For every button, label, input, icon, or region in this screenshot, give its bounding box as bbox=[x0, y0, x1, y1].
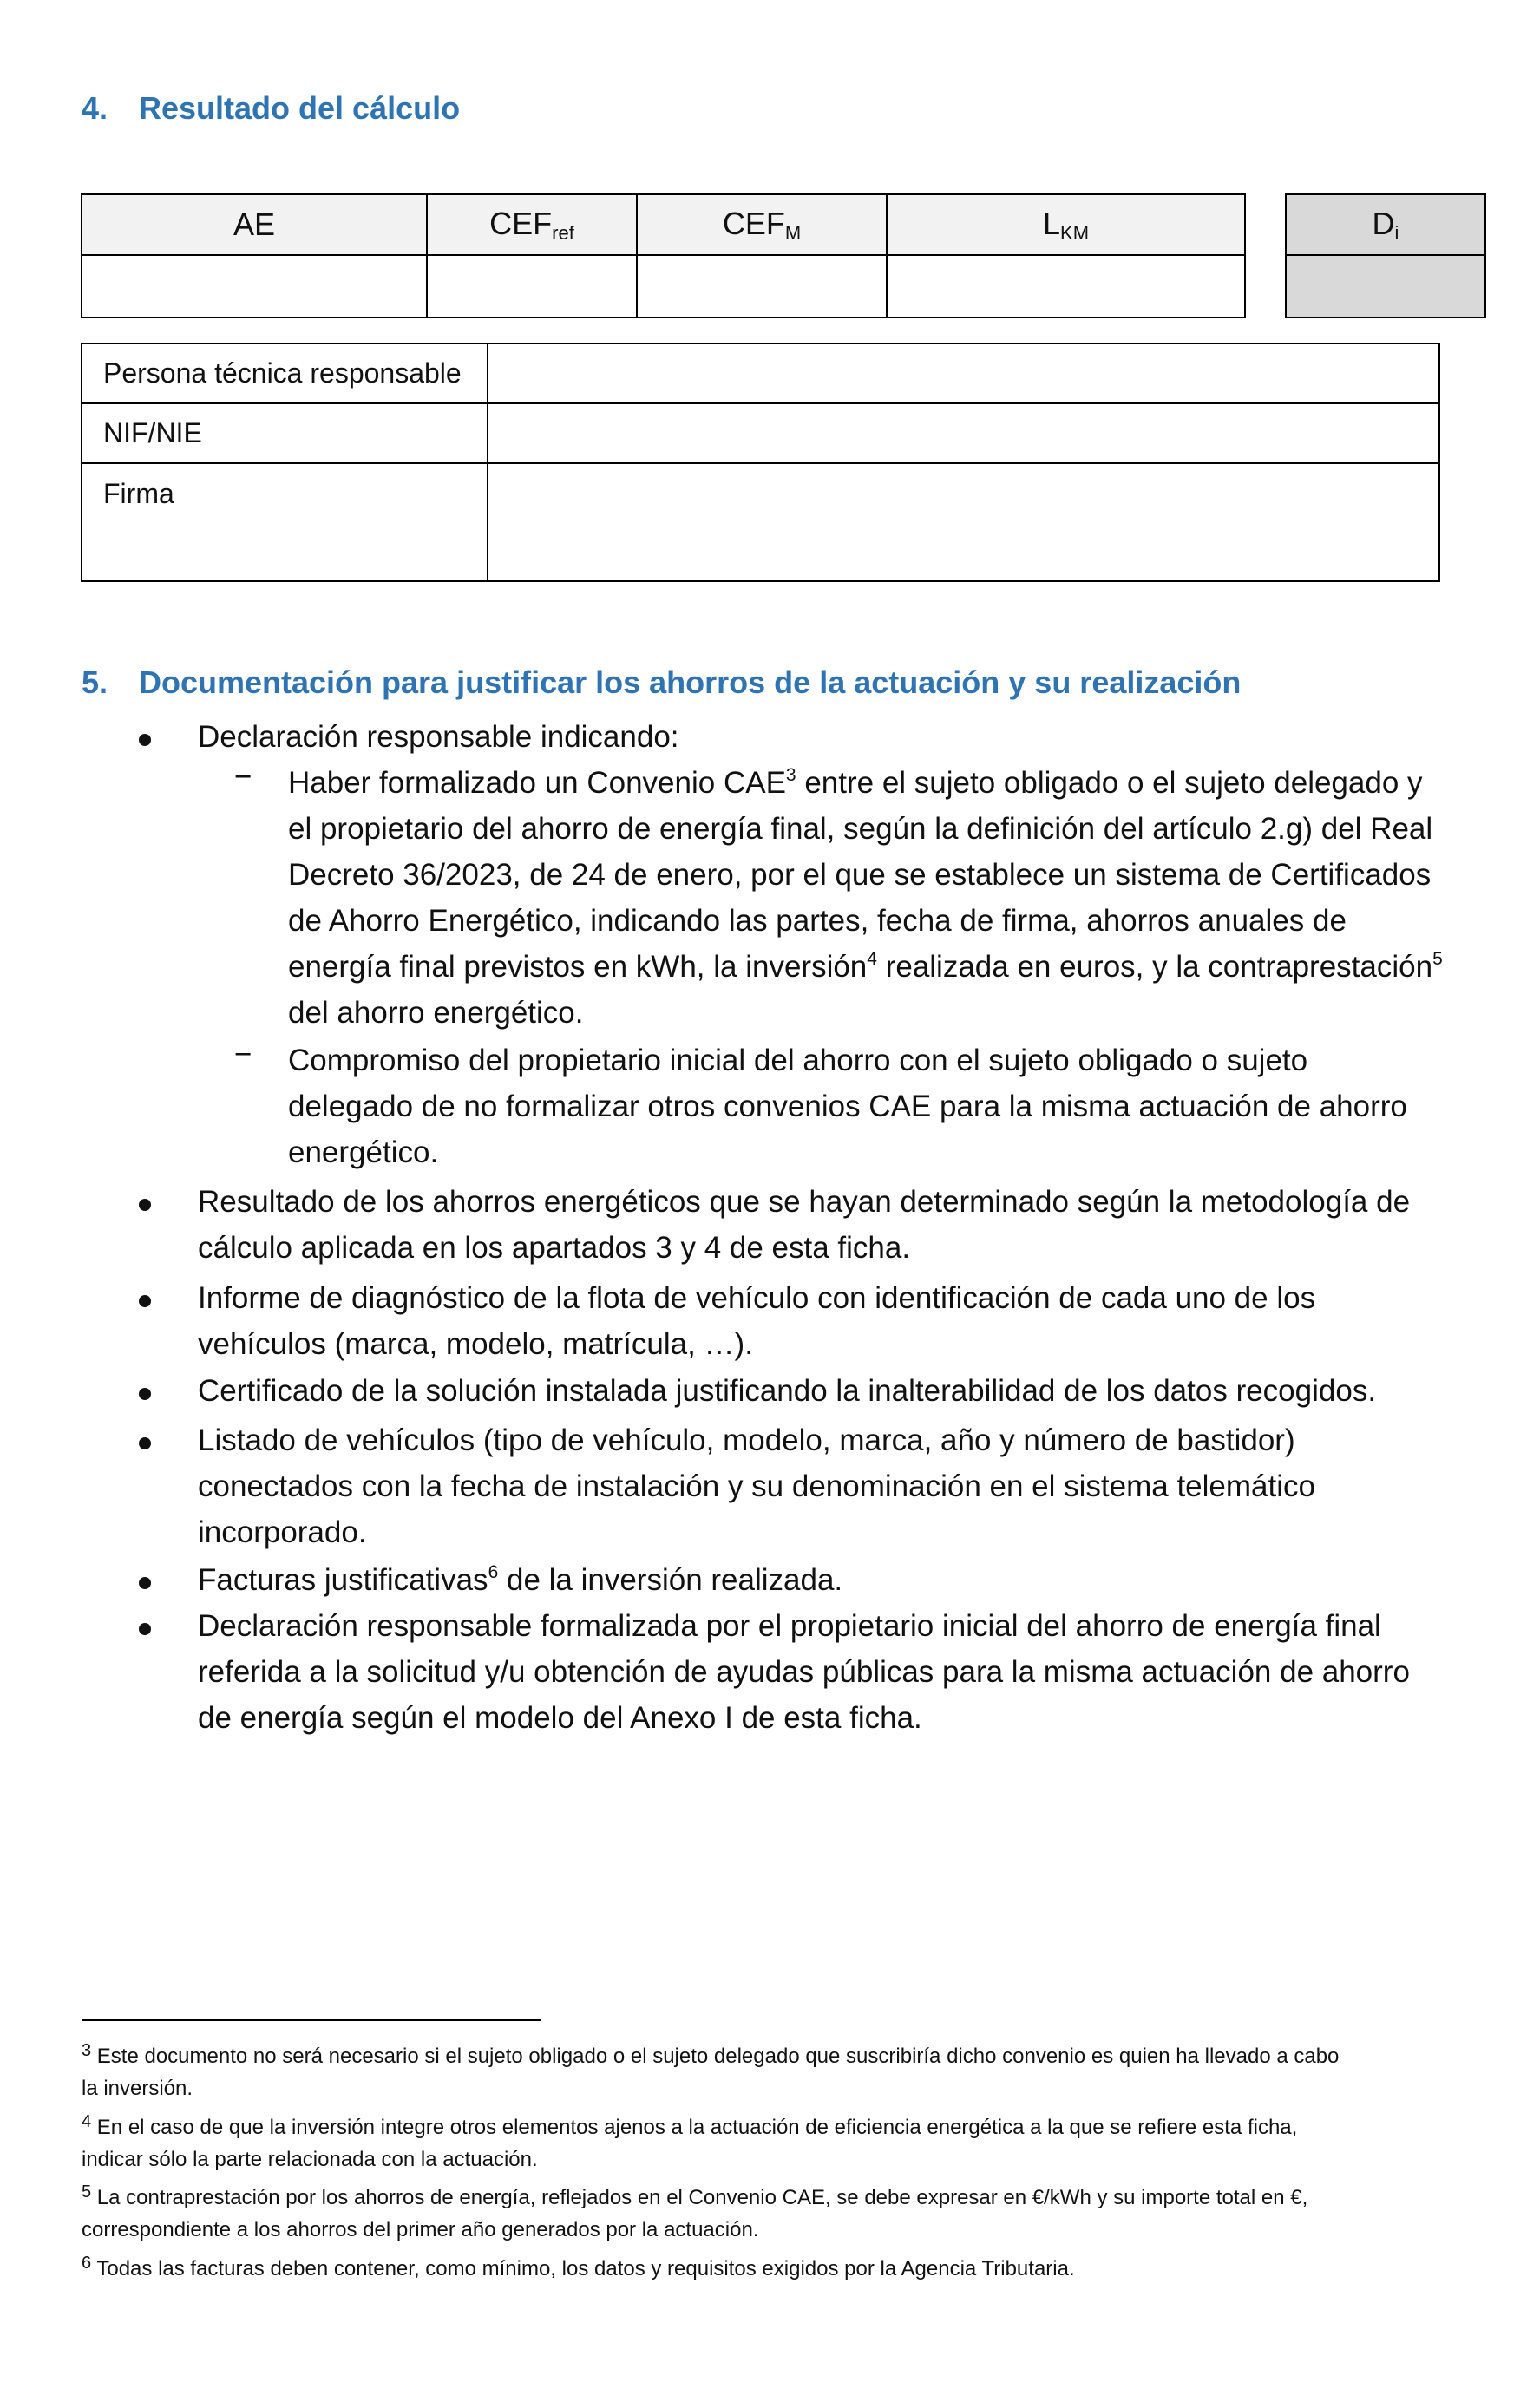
dash-icon: − bbox=[234, 760, 252, 794]
list-item-certificate: Certificado de la solución instalada justificando la inalterabilidad de los datos recogidos. bbox=[198, 1374, 1377, 1408]
bullet-icon bbox=[139, 1623, 151, 1635]
table-row bbox=[82, 463, 1439, 581]
header-cef-m: $CEF_M$ bbox=[637, 194, 887, 255]
responsible-technician-label: Persona técnica responsable bbox=[82, 344, 488, 403]
table-row bbox=[82, 344, 1439, 403]
value-cef-ref-cell[interactable] bbox=[427, 255, 637, 317]
list-item-vehicle-list: Listado de vehículos (tipo de vehículo, modelo, marca, año y número de bastidor) conectados con la fecha de instalación y su denominación en el sistema telemático incorporado. bbox=[198, 1423, 1315, 1549]
technician-table bbox=[81, 343, 1440, 582]
value-cef-m-cell[interactable] bbox=[637, 255, 887, 317]
responsible-technician-field[interactable] bbox=[488, 344, 1439, 403]
di-table bbox=[1285, 193, 1486, 318]
signature-label: Firma bbox=[82, 463, 488, 581]
list-item-public-aid-declaration: Declaración responsable formalizada por el propietario inicial del ahorro de energía final referida a la solicitud y/u obtención de ayudas públicas para la misma actuación de ahorro de energía según el modelo del Anexo I de esta ficha. bbox=[198, 1609, 1410, 1735]
header-ae: AE bbox=[82, 194, 427, 255]
footnote-divider bbox=[82, 2019, 541, 2021]
list-item-invoices: Facturas justificativas$^6$ de la inversión realizada. bbox=[198, 1562, 843, 1597]
section-4-heading bbox=[82, 90, 460, 127]
signature-field[interactable] bbox=[488, 463, 1439, 581]
sub-item-cae-agreement: Haber formalizado un Convenio CAE$^3$ entre el sujeto obligado o el sujeto delegado y el propietario del ahorro de energía final, según la definición del artículo 2.g) del Real Decreto 36/2023, de 24 de enero, por el que se establece un sistema de Certificados de Ahorro Energético, indicando las partes, fecha de firma, ahorros anuales de energía final previstos en kWh, la inversión$^4$ realizada en euros, y la contraprestación$^5$ del ahorro energético. bbox=[288, 765, 1443, 1030]
footnote-4: $^4$ En el caso de que la inversión integre otros elementos ajenos a la actuación de eficiencia energética a la que se refiere esta ficha, indicar sólo la parte relacionada con la actuación. bbox=[82, 2112, 1298, 2171]
value-ae-cell[interactable] bbox=[82, 255, 427, 317]
bullet-icon bbox=[139, 1199, 151, 1211]
section-title: Documentación para justificar los ahorros de la actuación y su realización bbox=[139, 664, 1242, 700]
bullet-icon bbox=[139, 1577, 151, 1589]
nif-nie-label: NIF/NIE bbox=[82, 403, 488, 463]
value-lkm-cell[interactable] bbox=[887, 255, 1245, 317]
header-cef-ref: $CEF_{ref}$ bbox=[427, 194, 637, 255]
bullet-icon bbox=[139, 1388, 151, 1400]
bullet-icon bbox=[139, 1295, 151, 1307]
table-header-row bbox=[82, 194, 1245, 255]
section-title: Resultado del cálculo bbox=[139, 90, 461, 126]
section-number: 4. bbox=[82, 90, 108, 126]
bullet-icon bbox=[139, 734, 151, 746]
header-lkm: $L_{KM}$ bbox=[887, 194, 1245, 255]
list-item-savings-result: Resultado de los ahorros energéticos que se hayan determinado según la metodología de cálculo aplicada en los apartados 3 y 4 de esta ficha. bbox=[198, 1185, 1411, 1265]
nif-nie-field[interactable] bbox=[488, 403, 1439, 463]
list-item-fleet-report: Informe de diagnóstico de la flota de vehículo con identificación de cada uno de los vehículos (marca, modelo, matrícula, …). bbox=[198, 1281, 1316, 1361]
calculation-table bbox=[81, 193, 1246, 318]
footnote-3: $^3$ Este documento no será necesario si el sujeto obligado o el sujeto delegado que suscribiría dicho convenio es quien ha llevado a cabo la inversión. bbox=[82, 2041, 1340, 2100]
footnote-5: $^5$ La contraprestación por los ahorros de energía, reflejados en el Convenio CAE, se debe expresar en €/kWh y su importe total en €, correspondiente a los ahorros del primer año generados por la actuación. bbox=[82, 2182, 1308, 2241]
list-item-declaration: Declaración responsable indicando: bbox=[198, 720, 679, 754]
bullet-icon bbox=[139, 1437, 151, 1449]
header-di: $D_i$ bbox=[1286, 194, 1485, 255]
section-5-heading bbox=[82, 664, 1241, 701]
dash-icon: − bbox=[234, 1037, 252, 1071]
sub-item-commitment: Compromiso del propietario inicial del ahorro con el sujeto obligado o sujeto delegado de no formalizar otros convenios CAE para la misma actuación de ahorro energético. bbox=[288, 1044, 1407, 1169]
table-row bbox=[82, 403, 1439, 463]
section-number: 5. bbox=[82, 664, 108, 700]
table-value-row bbox=[82, 255, 1245, 317]
value-di-cell[interactable] bbox=[1286, 255, 1485, 317]
footnote-6: $^6$ Todas las facturas deben contener, como mínimo, los datos y requisitos exigidos por la Agencia Tributaria. bbox=[82, 2254, 1075, 2280]
